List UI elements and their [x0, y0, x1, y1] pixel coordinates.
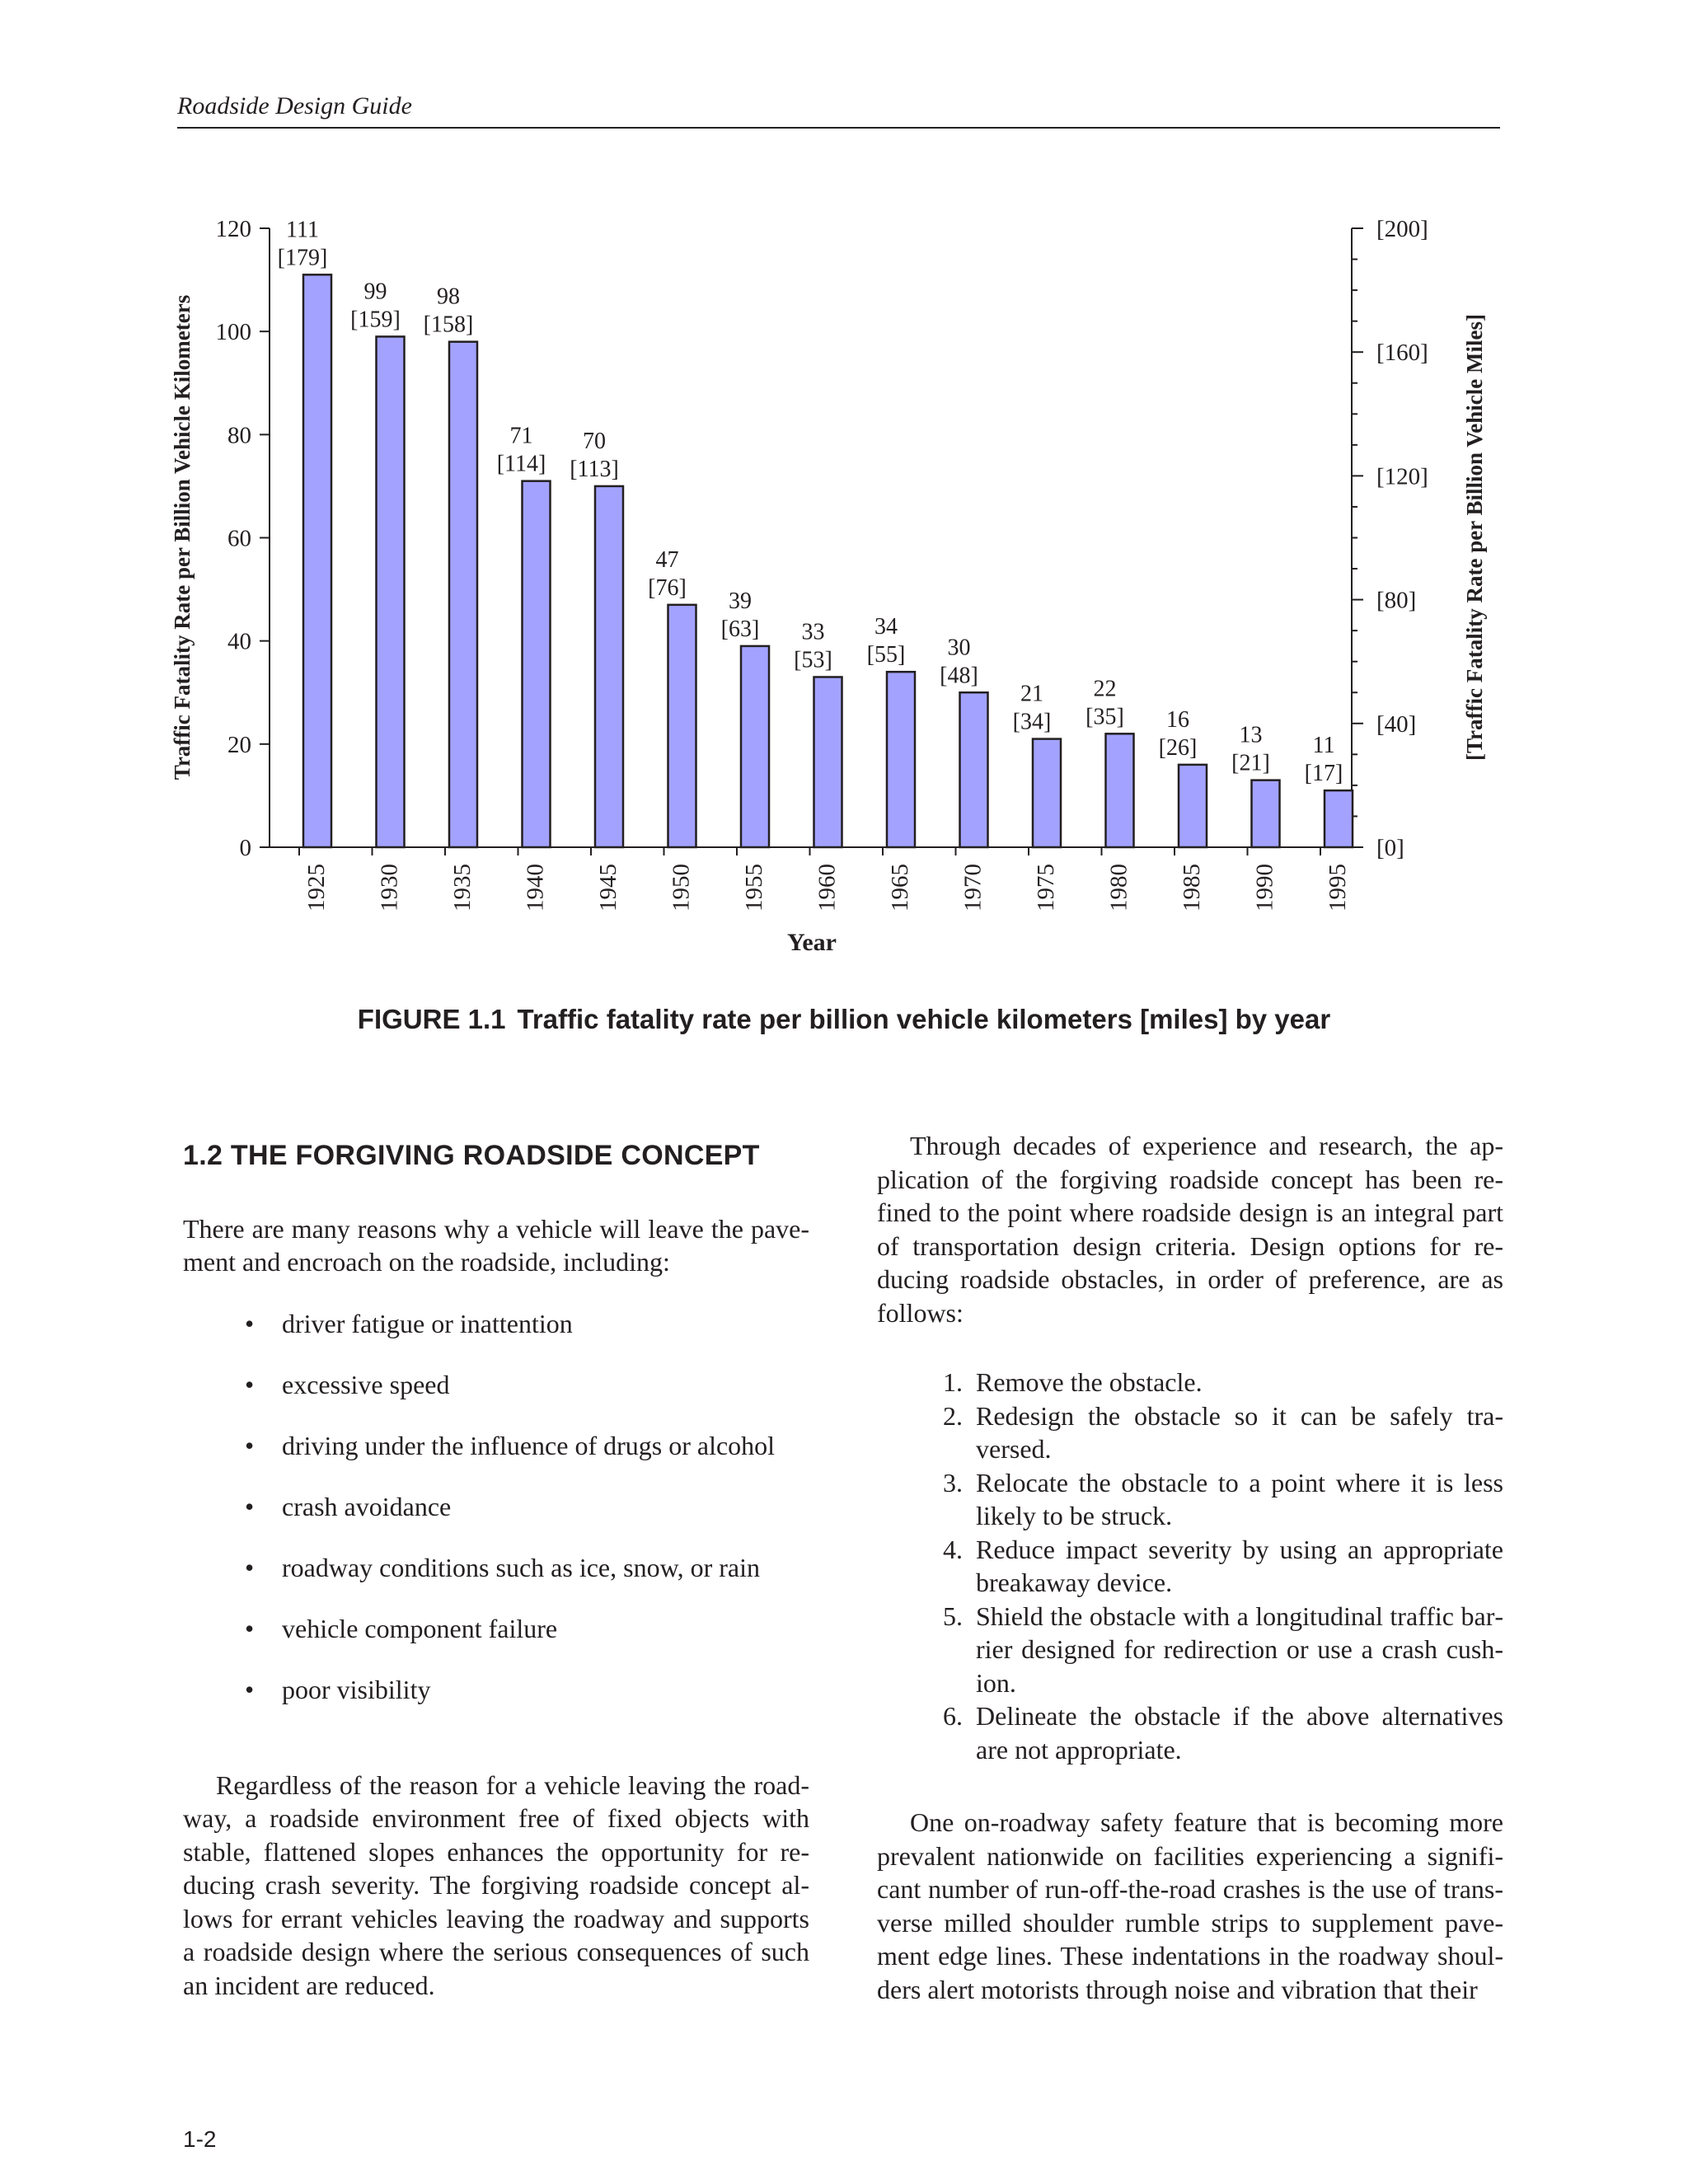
option-number: 3.	[943, 1467, 963, 1497]
bar-value-label: 30	[947, 635, 971, 661]
y-tick-label: 100	[215, 319, 251, 346]
bar-miles-label: [17]	[1304, 761, 1343, 787]
x-tick-label: 1970	[959, 864, 987, 912]
bar	[668, 605, 696, 847]
bar-miles-label: [114]	[496, 451, 546, 477]
bar	[887, 672, 915, 847]
bar-miles-label: [158]	[423, 312, 474, 338]
option-text: Reduce impact severity by using an appropriate breakaway device.	[976, 1534, 1503, 1597]
list-item	[943, 1366, 1503, 1399]
list-item	[943, 1699, 1503, 1766]
bar	[1252, 780, 1280, 847]
x-tick-label: 1965	[887, 864, 913, 912]
list-item	[183, 1307, 809, 1341]
y-tick-label: 20	[227, 731, 251, 758]
reason-text: poor visibility	[282, 1674, 431, 1704]
bullet-icon: •	[245, 1674, 255, 1704]
y-tick-label: 0	[239, 835, 251, 861]
bar-value-label: 71	[509, 423, 533, 449]
intro-paragraph: There are many reasons why a vehicle will leave the pavement and encroach on the roadside, including:	[183, 1213, 809, 1277]
running-header-title: Roadside Design Guide	[177, 92, 412, 120]
x-tick-label: 1950	[668, 864, 695, 912]
bar-miles-label: [34]	[1012, 709, 1052, 735]
right-column	[877, 1129, 1503, 2006]
bar-value-label: 22	[1093, 676, 1117, 702]
bar-value-label: 70	[583, 428, 606, 454]
design-options-intro: Through decades of experience and research, the application of the forgiving roadside concept has been refined to the point where roadside design is an integral part of transportation design criteria. Design options for reducing roadside obstacles, in order of preference, are as follows:	[877, 1131, 1503, 1328]
x-tick-label: 1945	[595, 864, 621, 912]
bar	[960, 692, 988, 847]
bar-miles-label: [55]	[866, 642, 906, 668]
option-number: 6.	[943, 1701, 963, 1731]
bullet-icon: •	[245, 1613, 255, 1643]
bar	[1033, 739, 1061, 847]
x-axis-title: Year	[787, 929, 837, 956]
bullet-icon: •	[245, 1430, 255, 1460]
x-tick-label: 1930	[376, 864, 403, 912]
bar	[741, 646, 769, 847]
right-y-axis-title: [Traffic Fatality Rate per Billion Vehicle Miles]	[1462, 314, 1487, 761]
option-number: 5.	[943, 1601, 963, 1631]
bar	[523, 481, 551, 847]
bar-miles-label: [113]	[570, 456, 619, 482]
bar	[377, 336, 405, 847]
page-number: 1-2	[183, 2126, 217, 2152]
bullet-icon: •	[245, 1308, 255, 1338]
bar-value-label: 99	[363, 279, 387, 305]
bar-value-label: 13	[1239, 722, 1263, 748]
bar	[449, 342, 477, 847]
list-item	[943, 1466, 1503, 1533]
option-text: Redesign the obstacle so it can be safely traversed.	[976, 1400, 1503, 1464]
figure-label: FIGURE 1.1	[357, 1004, 506, 1034]
bar-value-label: 111	[286, 217, 319, 243]
option-number: 1.	[943, 1367, 963, 1397]
option-text: Remove the obstacle.	[976, 1367, 1203, 1397]
forgiving-roadside-paragraph: Regardless of the reason for a vehicle leaving the roadway, a roadside environment free of fixed objects with stable, flattened slopes enhances the opportunity for reducing crash severity. The forgiving roadside concept allows for errant vehicles leaving the roadway and supports a roadside design where the serious consequences of such an incident are reduced.	[183, 1769, 809, 2000]
bar-miles-label: [26]	[1158, 734, 1198, 761]
bar-value-label: 39	[729, 588, 752, 614]
bullet-icon: •	[245, 1369, 255, 1399]
option-text: Delineate the obstacle if the above alternatives are not appropriate.	[976, 1701, 1503, 1765]
bar	[1106, 733, 1134, 847]
bar-miles-label: [63]	[720, 616, 760, 642]
bar-miles-label: [53]	[794, 647, 832, 673]
running-header	[177, 91, 1500, 129]
option-text: Shield the obstacle with a longitudinal traffic barrier designed for redirection or use a crash cushion.	[976, 1601, 1503, 1698]
bar-value-label: 16	[1166, 706, 1189, 733]
reason-text: roadway conditions such as ice, snow, or rain	[282, 1552, 760, 1582]
y-tick-label: 80	[227, 422, 251, 449]
list-item	[183, 1368, 809, 1402]
bar-value-label: 21	[1020, 681, 1043, 707]
reason-text: driving under the influence of drugs or alcohol	[282, 1430, 776, 1460]
bar-value-label: 33	[801, 619, 825, 645]
bar	[1179, 765, 1207, 847]
list-item	[183, 1551, 809, 1585]
x-tick-label: 1940	[522, 864, 549, 912]
section-heading: 1.2 THE FORGIVING ROADSIDE CONCEPT	[183, 1140, 760, 1171]
bullet-icon: •	[245, 1552, 255, 1582]
x-tick-label: 1975	[1033, 864, 1059, 912]
bullet-icon: •	[245, 1491, 255, 1521]
option-number: 2.	[943, 1400, 963, 1431]
list-item	[183, 1429, 809, 1463]
x-tick-label: 1955	[741, 864, 767, 912]
x-tick-label: 1995	[1325, 864, 1351, 912]
reasons-list	[183, 1307, 809, 1707]
x-tick-label: 1960	[814, 864, 841, 912]
bar-miles-label: [76]	[648, 574, 687, 601]
x-tick-label: 1925	[303, 864, 330, 912]
option-text: Relocate the obstacle to a point where it is less likely to be struck.	[976, 1467, 1503, 1530]
bar-value-label: 98	[437, 284, 460, 310]
x-tick-label: 1990	[1251, 864, 1278, 912]
x-tick-label: 1935	[449, 864, 476, 912]
bar	[303, 274, 331, 847]
list-item	[943, 1533, 1503, 1600]
figure-caption-text: Traffic fatality rate per billion vehicle kilometers [miles] by year	[517, 1004, 1331, 1034]
list-item	[183, 1673, 809, 1707]
bar-miles-label: [179]	[277, 245, 328, 271]
x-tick-label: 1980	[1105, 864, 1132, 912]
left-column	[183, 1129, 809, 2002]
right-y-tick-label: [160]	[1376, 340, 1428, 367]
reason-text: driver fatigue or inattention	[282, 1308, 573, 1338]
reason-text: vehicle component failure	[282, 1613, 558, 1643]
right-y-tick-label: [0]	[1376, 835, 1404, 861]
y-axis-title: Traffic Fatality Rate per Billion Vehicle Kilometers	[170, 294, 195, 780]
y-tick-label: 40	[227, 628, 251, 655]
bar	[1325, 790, 1353, 847]
fatality-rate-chart	[165, 202, 1500, 972]
reason-text: crash avoidance	[282, 1491, 452, 1521]
right-y-tick-label: [40]	[1376, 710, 1417, 738]
list-item	[183, 1490, 809, 1524]
bar	[595, 486, 623, 847]
list-item	[943, 1399, 1503, 1466]
y-tick-label: 60	[227, 525, 251, 552]
bar-value-label: 11	[1312, 733, 1335, 759]
bar-value-label: 34	[874, 614, 898, 640]
list-item	[943, 1600, 1503, 1700]
bar	[814, 677, 842, 847]
bar-miles-label: [35]	[1085, 704, 1124, 730]
bar-miles-label: [159]	[350, 307, 401, 333]
right-y-tick-label: [120]	[1376, 463, 1428, 490]
bar-miles-label: [48]	[940, 663, 978, 689]
bar-miles-label: [21]	[1231, 750, 1270, 776]
list-item	[183, 1612, 809, 1646]
reason-text: excessive speed	[282, 1369, 450, 1399]
chart-svg	[165, 202, 1500, 968]
y-tick-label: 120	[215, 216, 251, 242]
bar-value-label: 47	[655, 546, 679, 573]
option-number: 4.	[943, 1534, 963, 1564]
right-y-tick-label: [80]	[1376, 587, 1417, 614]
rumble-strips-paragraph: One on-roadway safety feature that is becoming more prevalent nationwide on facilities experiencing a significant number of run-off-the-road crashes is the use of transverse milled shoulder rumble strips to supplement pavement edge lines. These indentations in the roadway shoulders alert motorists through noise and vibration that their	[877, 1807, 1503, 2004]
right-y-tick-label: [200]	[1376, 216, 1428, 242]
design-options-list	[943, 1366, 1503, 1766]
figure-caption	[0, 1004, 1688, 1035]
x-tick-label: 1985	[1179, 864, 1205, 912]
